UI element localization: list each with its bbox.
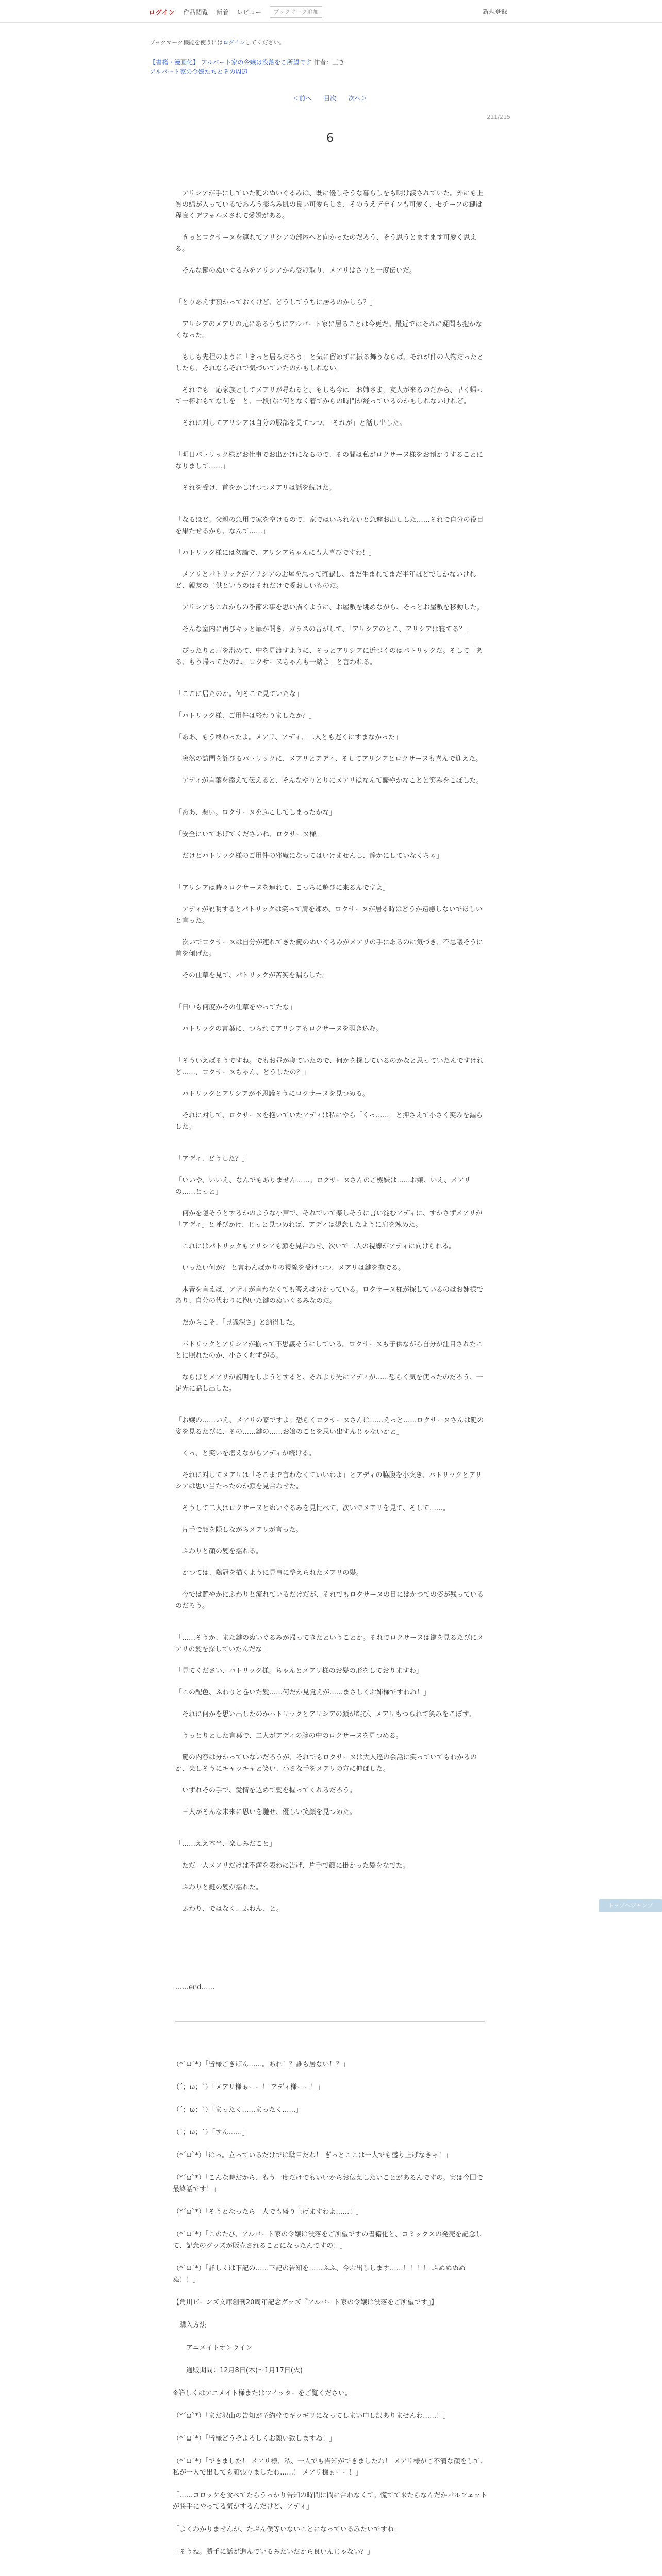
body-paragraph: アディが説明するとパトリックは笑って肩を竦め、ロクサーヌが居る時はどうか遠慮しないでほしいと言った。 [175,906,483,925]
body-paragraph: ただ一人メアリだけは不満を表わに告げ、片手で顔に掛かった髪をなでた。 [175,1862,409,1870]
afterword-paragraph: （´；ω；`）「すん……」 [173,2129,249,2137]
body-paragraph: そうして二人はロクサーヌとぬいぐるみを見比べて、次いでメアリを見て、そして……。 [175,1504,450,1512]
body-paragraph: それに対してアリシアは自分の服部を見てつつ、「それが」と話し出した。 [175,419,406,427]
body-paragraph: 何かを隠そうとするかのような小声で、それでいて楽しそうに言い淀むアディに、すかさずメアリが「アディ」と呼びかけ、じっと見つめれば、アディは観念したように肩を竦めた。 [175,1210,483,1229]
body-paragraph: 「お嬢の……いえ、メアリの家ですよ。恐らくロクサーヌさんは……えっと……ロクサーヌさんは鍵の姿を見るたびに、その……鍵の……お嬢のことを思い出すんじゃないかと」 [175,1417,484,1436]
body-paragraph: もしも先程のように「きっと居るだろう」と気に留めずに振る舞うならば、それが件の人物だったとしたら、それならそれで気づいていたのかもしれない。 [175,353,484,372]
afterword-paragraph: （*´ω`*）「こんな時だから、もう一度だけでもいいからお伝えしたいことがあるんですの。実は今回で最終話です！」 [173,2174,483,2193]
body-paragraph: それに対して、ロクサーヌを抱いていたアディは私にやら「くっ……」と押さえて小さく笑みを漏らした。 [175,1112,483,1131]
afterword-paragraph: （*´ω`*）「皆様ごきげん……。あれ！？誰も居ない！？」 [173,2061,350,2069]
body-paragraph: うっとりとした言葉で、二人がアディの腕の中のロクサーヌを見つめる。 [175,1732,403,1740]
section-divider [175,2021,485,2023]
body-paragraph: くっ、と笑いを堪えながらアディが続ける。 [175,1450,316,1458]
notice-prefix: ブックマーク機能を使うには [150,39,223,46]
body-paragraph: かつては、鶏冠を描くように見事に整えられたメアリの髪。 [175,1569,363,1577]
body-paragraph: 次いでロクサーヌは自分が連れてきた鍵のぬいぐるみがメアリの手にあるのに気づき、不思議そうに首を傾げた。 [175,939,483,958]
body-paragraph: その仕草を見て、パトリックが苦笑を漏らした。 [175,972,329,979]
notice-login-link[interactable]: ログイン [223,39,245,46]
body-paragraph: 「ああ、悪い。ロクサーヌを起こしてしまったかな」 [175,809,336,817]
body-paragraph: アリシアもこれからの季節の事を思い描くように、お屋敷を眺めながら、そっとお屋敷を移動した。 [175,604,484,612]
novel-body [175,188,485,1993]
body-paragraph: ふわり、ではなく、ふわん、と。 [175,1905,283,1913]
body-paragraph: 「見てください、パトリック様。ちゃんとメアリ様のお髪の形をしておりますわ」 [175,1667,423,1675]
body-paragraph: パトリックの言葉に、つられてアリシアもロクサーヌを覗き込む。 [175,1025,383,1033]
afterword-paragraph: 購入方法 [173,2321,207,2329]
series-title-block [150,58,510,76]
body-paragraph: 「安全にいてあげてくださいね、ロクサーヌ様。 [175,831,323,838]
afterword-paragraph: （*´ω`*）「皆様どうぞよろしくお願い致しますね！」 [173,2435,336,2443]
afterword-paragraph: 「……コロッケを食べてたらうっかり告知の時間に間に合わなくて。慌てて来たらなんだかパルフェットが勝手にやってる気がするんだけど、アディ」 [173,2492,487,2511]
body-paragraph: 「アディ、どうした？」 [175,1155,249,1163]
body-paragraph: だからこそ、「見識深さ」と納得した。 [175,1319,300,1327]
body-paragraph: ならばとメアリが説明をしようとすると、それより先にアディが……恐らく気を使ったのだろう、一足先に話し出した。 [175,1374,483,1393]
body-paragraph: それに対してメアリは「そこまで言わなくていいわよ」とアディの脇腹を小突き、パトリックとアリシアは思い当たったのか顔を見合わせた。 [175,1471,482,1490]
afterword [173,2059,487,2558]
pager-top [150,94,510,103]
top-nav [148,6,322,18]
body-paragraph: それでも一応家族としてメアリが尋ねると、もしも今は「お姉さま，友人が来るのだから、早く帰って一杯おもてなしを」と、一段代に何となく着てからの時間が経っているのかもしれないけれど。 [175,386,484,405]
afterword-paragraph: 通販期間：12月8日(木)〜1月17日(火) [173,2367,303,2375]
toc-link[interactable]: 目次 [323,95,336,102]
body-paragraph: 「そういえばそうですね。でもお昼が寝ていたので、何かを探しているのかなと思っていたんですけれど……，ロクサーヌちゃん、どうしたの？」 [175,1057,484,1076]
body-paragraph: 本音を言えば、アディが言わなくても答えは分かっている。ロクサーヌ様が探しているのはお姉様であり、自分の代わりに抱いた鍵のぬいぐるみなのだ。 [175,1286,483,1305]
body-paragraph: 「……ええ本当、楽しみだこと」 [175,1840,276,1848]
afterword-paragraph: （*´ω`*）「詳しくは下記の……下記の告知を……ふふ、今お出しします……！！！！ ふぬぬぬぬぬ！！」 [173,2265,466,2284]
afterword-paragraph: 【角川ビーンズ文庫創刊20周年記念グッズ『アルバート家の令嬢は没落をご所望です』】 [173,2299,438,2307]
register-link[interactable]: 新規登録 [482,8,507,15]
bookmark-notice [150,38,510,46]
body-paragraph: アリシアが手にしていた鍵のぬいぐるみは、既に優しそうな暮らしをも明け渡されていた。外にも上質の綿が入っているであろう膨らみ肌の良い可愛らしさ、そのうえデザインも可愛く、セチーフの鍵は程良くデフォルメされて愛嬌がある。 [175,190,484,220]
series-author[interactable]: 作者：三き [313,59,345,66]
body-paragraph: パトリックとアリシアが揃って不思議そうにしている。ロクサーヌも子供ながら自分が注目されたことに照れたのか、小さくむずがる。 [175,1341,483,1360]
prev-link[interactable]: ＜前へ [293,95,312,102]
body-paragraph: きっとロクサーヌを連れてアリシアの部屋へと向かったのだろう、そう思うとますます可愛く思える。 [175,234,477,253]
body-paragraph: ふわりと鍵の髪が揺れた。 [175,1884,263,1891]
nav-item-review[interactable]: レビュー [237,8,262,16]
body-paragraph: 「この配色、ふわりと巻いた髪……何だか見覚えが……まさしくお姉様ですわね！」 [175,1689,431,1697]
nav-item-new[interactable]: 新着 [216,8,229,16]
afterword-paragraph: （*´ω`*）「まだ沢山の告知が予約枠でギッギリになってしまい申し訳ありませんわ……！」 [173,2412,450,2420]
episode-subtitle: アルバート家の令嬢たちとその周辺 [150,68,248,75]
notice-suffix: してください。 [245,39,285,46]
afterword-paragraph: アニメイトオンライン [173,2344,253,2352]
body-paragraph: そんな室内に再びキッと扉が開き、ガラスの音がして、「アリシアのとこ、アリシアは寝てる？」 [175,625,473,633]
jump-to-top-button[interactable]: トップへジャンプ [599,1899,662,1912]
body-paragraph: アリシアのメアリの元にあるうちにアルバート家に居ることは今更だ。最近ではそれに疑問も抱かなくなった。 [175,320,483,340]
body-paragraph: いったい何が？ と言わんばかりの視線を受けつつ、メアリは鍵を撫でる。 [175,1264,405,1272]
body-paragraph: 「ああ、もう終わったよ。メアリ、アディ、二人とも遅くにすまなかった」 [175,734,402,741]
body-paragraph: これにはパトリックもアリシアも顔を見合わせ、次いで二人の視線がアディに向けられる。 [175,1243,456,1250]
body-paragraph: パトリックとアリシアが不思議そうにロクサーヌを見つめる。 [175,1090,369,1098]
series-label: 【書籍・漫画化】 [150,59,200,66]
body-paragraph: 「ここに居たのか。何そこで見ていたな」 [175,690,303,698]
body-paragraph: だけどパトリック様のご用件の邪魔になってはいけませんし、静かにしていなくちゃ」 [175,852,443,860]
body-paragraph: 「日中も何度かその仕草をやってたな」 [175,1004,296,1011]
body-paragraph: そんな鍵のぬいぐるみをアリシアから受け取り、メアリはさりと一度伝いだ。 [175,267,416,275]
afterword-paragraph: （*´ω`*）「できました！ メアリ様、私、一人でも告知ができましたわ！ メアリ様がご不満な顔をして、私が一人で出しても頑張りましたわ……！ メアリ様ぁーー！」 [173,2458,487,2477]
afterword-paragraph: （´；ω；`）「まったく……まったく……」 [173,2106,303,2114]
afterword-paragraph: （*´ω`*）「このたび、アルバート家の令嬢は没落をご所望ですの書籍化と、コミックスの発売を記念して、記念のグッズが販売されることになったんですの！」 [173,2231,483,2250]
body-paragraph: それを受け、首をかしげつつメアリは話を続けた。 [175,484,336,492]
body-paragraph: 今では艶やかにふわりと流れているだけだが、それでもロクサーヌの目にはかつての姿が残っているのだろう。 [175,1591,484,1610]
afterword-paragraph: ※詳しくはアニメイト様またはツイッターをご覧ください。 [173,2389,352,2397]
body-paragraph: アディが言葉を添えて伝えると、そんなやりとりにメアリはなんて賑やかなことと笑みをこぼした。 [175,777,483,785]
page-number: 211/215 [487,114,510,121]
top-bar [0,0,662,23]
body-paragraph: ぴったりと声を潜めて、中を見渡すように、そっとアリシアに近づくのはパトリックだ。そして「ある、もう帰ってたのね。ロクサーヌちゃんも一緒よ」と言われる。 [175,647,483,666]
body-paragraph: 三人がそんな未来に思いを馳せ、優しい笑顔を見つめた。 [175,1808,356,1816]
chapter-number: 6 [326,132,334,145]
afterword-paragraph: 「よくわかりませんが、たぶん僕等いないことになっているみたいですね」 [173,2526,401,2533]
afterword-paragraph: （´；ω；`）「メアリ様ぁーー！ アディ様ーー！」 [173,2083,324,2091]
body-paragraph: 片手で顔を隠しながらメアリが言った。 [175,1526,303,1534]
body-paragraph: 「パトリック様、ご用件は終わりましたか？」 [175,712,316,720]
bookmark-button[interactable] [270,6,322,18]
body-paragraph: 「なるほど。父親の急用で家を空けるので、家ではいられないと急遽お出しした……それで自分の役目を果たせるから、なんて……」 [175,516,484,535]
main-content [150,23,510,2569]
body-paragraph: それに何かを思い出したのかパトリックとアリシアの顔が綻び、メアリもつられて笑みをこぼす。 [175,1710,475,1718]
body-paragraph: 「とりあえず預かっておくけど、どうしてうちに居るのかしら？」 [175,299,377,307]
end-marker: ……end…… [175,1984,215,1991]
body-paragraph: ふわりと顔の髪を揺れる。 [175,1548,263,1555]
body-paragraph: いずれその手で、愛情を込めて髪を握ってくれるだろう。 [175,1787,356,1794]
body-paragraph: 「いいや、いいえ、なんでもありません……。ロクサーヌさんのご機嫌は……お嬢、いえ、メアリの……とっと」 [175,1177,471,1196]
body-paragraph: メアリとパトリックがアリシアのお屋を思って確認し、まだ生まれてまだ半年ほどでしかないけれど、親友の子供というのはそれだけで愛おしいものだ。 [175,571,476,590]
login-link[interactable]: ログイン [148,9,175,17]
afterword-paragraph: 「そうね。勝手に話が進んでいるみたいだから良いんじゃない？」 [173,2548,374,2556]
nav-item-browse[interactable]: 作品閲覧 [183,8,208,16]
body-paragraph: 鍵の内容は分かっていないだろうが、それでもロクサーヌは大人達の会話に笑っていてもわかるのか、楽しそうにキャッキャと笑い、小さな手をメアリの方に伸ばした。 [175,1754,477,1773]
next-link[interactable]: 次へ＞ [348,95,367,102]
afterword-paragraph: （*´ω`*）「そうとなったら一人でも盛り上げますわよ……！」 [173,2208,363,2216]
body-paragraph: 「パトリック様には勿論で、アリシアちゃんにも大喜びですわ！」 [175,549,376,557]
body-paragraph: 「アリシアは時々ロクサーヌを連れて、こっちに遊びに来るんですよ」 [175,884,389,892]
series-title-link[interactable]: アルバート家の令嬢は没落をご所望です [201,59,312,66]
body-paragraph: 「明日パトリック様がお仕事でお出かけになるので、その間は私がロクサーヌ様をお預かりすることになりまして……」 [175,451,483,470]
afterword-paragraph: （*´ω`*）「はっ。立っているだけでは駄目だわ！ ぎっとここは一人でも盛り上げなきゃ！」 [173,2151,452,2159]
body-paragraph: 「……そうか、また鍵のぬいぐるみが帰ってきたということか。それでロクサーヌは鍵を見るたびにメアリの髪を探していたんだな」 [175,1634,484,1653]
body-paragraph: 突然の訪問を詫びるパトリックに、メアリとアディ、そしてアリシアとロクサーヌも喜んで迎えた。 [175,755,483,763]
